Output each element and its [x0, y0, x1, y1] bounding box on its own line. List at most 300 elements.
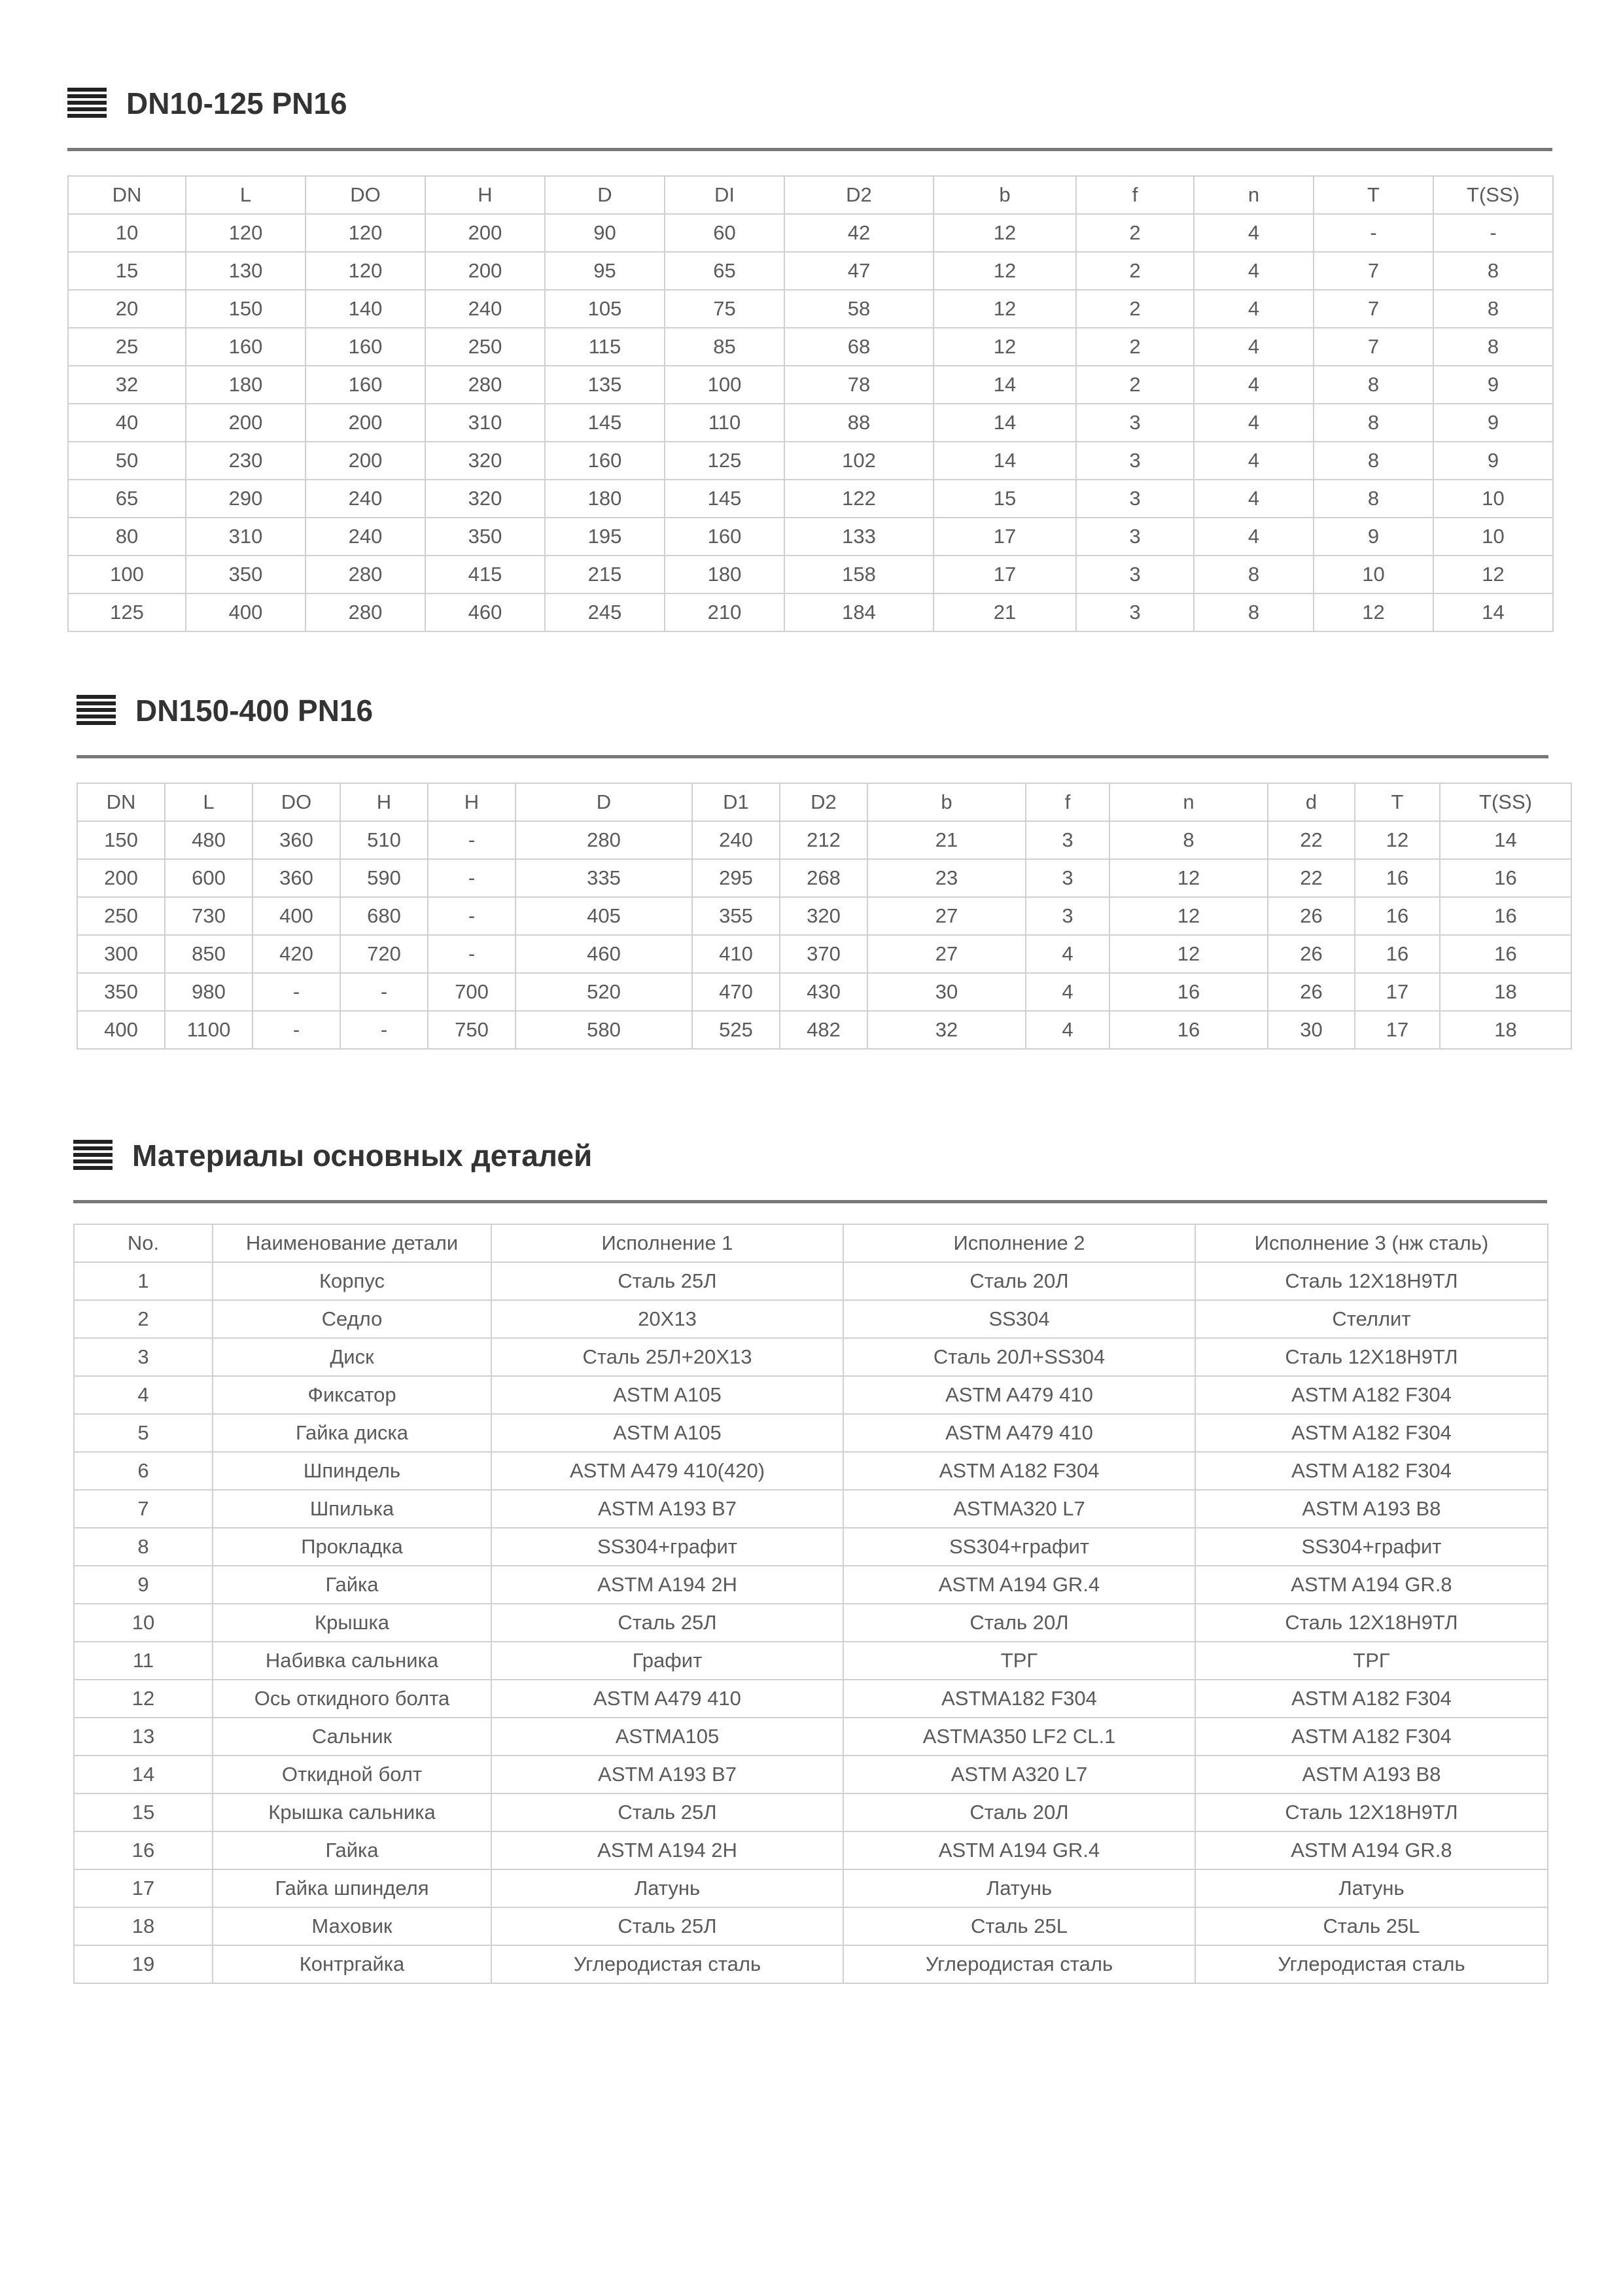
table-cell: 2 — [1076, 214, 1194, 252]
table-row — [74, 1756, 1548, 1793]
table-cell: 160 — [305, 366, 425, 404]
table-row — [74, 1680, 1548, 1718]
table-row — [68, 404, 1553, 442]
table-cell: ASTM A193 B8 — [1195, 1756, 1548, 1793]
table-cell: 150 — [77, 821, 165, 859]
table-header-row — [74, 1224, 1548, 1262]
table-cell: ASTM A182 F304 — [1195, 1718, 1548, 1756]
table-cell: SS304+графит — [491, 1528, 843, 1566]
table-cell: ASTM A479 410 — [843, 1414, 1195, 1452]
table-cell: 27 — [867, 897, 1026, 935]
table-cell: 4 — [1026, 935, 1109, 973]
table-cell: 30 — [1268, 1011, 1355, 1049]
table-cell: 700 — [428, 973, 515, 1011]
table-cell: 8 — [1194, 556, 1314, 593]
table-cell: 47 — [784, 252, 934, 290]
table-row — [68, 593, 1553, 631]
table-cell: 12 — [1109, 897, 1268, 935]
table-row — [77, 973, 1571, 1011]
table-cell: 7 — [1314, 290, 1433, 328]
table-cell: 16 — [1355, 897, 1440, 935]
table-cell: 100 — [665, 366, 784, 404]
table-cell: 14 — [934, 442, 1076, 480]
table-row — [68, 328, 1553, 366]
table-cell: 26 — [1268, 973, 1355, 1011]
table-cell: 11 — [74, 1642, 213, 1680]
table-row — [77, 897, 1571, 935]
table-cell: 200 — [77, 859, 165, 897]
table-cell: 9 — [74, 1566, 213, 1604]
table-cell: - — [1433, 214, 1553, 252]
table-cell: ASTM A479 410 — [491, 1680, 843, 1718]
column-header: f — [1076, 176, 1194, 214]
section-header — [73, 1140, 1547, 1212]
table-cell: 16 — [1440, 859, 1571, 897]
table-cell: 240 — [425, 290, 545, 328]
table-cell: 160 — [186, 328, 305, 366]
table-cell: Углеродистая сталь — [491, 1945, 843, 1983]
table-cell: 25 — [68, 328, 186, 366]
table-cell: - — [340, 973, 428, 1011]
table-cell: Сталь 12Х18Н9ТЛ — [1195, 1604, 1548, 1642]
table-cell: 250 — [77, 897, 165, 935]
table-cell: 4 — [1194, 480, 1314, 518]
table-cell: 9 — [1433, 366, 1553, 404]
table-cell: 14 — [934, 366, 1076, 404]
table-cell: 10 — [1433, 518, 1553, 556]
table-cell: ASTM A182 F304 — [1195, 1452, 1548, 1490]
table-cell: ASTM A479 410(420) — [491, 1452, 843, 1490]
table-cell: 17 — [934, 518, 1076, 556]
table-row — [77, 935, 1571, 973]
table-cell: Прокладка — [213, 1528, 491, 1566]
section-divider — [73, 1200, 1547, 1203]
dimensions-table-dn150-400 — [77, 783, 1572, 1050]
column-header: d — [1268, 783, 1355, 821]
table-cell: 520 — [515, 973, 692, 1011]
table-cell: 525 — [692, 1011, 780, 1049]
table-cell: SS304+графит — [843, 1528, 1195, 1566]
column-header: DN — [68, 176, 186, 214]
table-cell: 140 — [305, 290, 425, 328]
table-cell: 32 — [68, 366, 186, 404]
table-cell: 12 — [934, 214, 1076, 252]
table-cell: 240 — [692, 821, 780, 859]
table-cell: Сталь 25L — [1195, 1907, 1548, 1945]
table-cell: 290 — [186, 480, 305, 518]
table-cell: 88 — [784, 404, 934, 442]
table-row — [74, 1452, 1548, 1490]
table-cell: 280 — [425, 366, 545, 404]
table-cell: 12 — [934, 252, 1076, 290]
table-row — [74, 1300, 1548, 1338]
table-cell: 360 — [253, 859, 340, 897]
table-cell: 9 — [1433, 404, 1553, 442]
table-cell: 720 — [340, 935, 428, 973]
table-cell: 21 — [867, 821, 1026, 859]
table-cell: 105 — [545, 290, 665, 328]
table-cell: 158 — [784, 556, 934, 593]
table-cell: 250 — [425, 328, 545, 366]
table-cell: ASTM A193 B7 — [491, 1490, 843, 1528]
table-cell: 15 — [934, 480, 1076, 518]
table-cell: 980 — [165, 973, 253, 1011]
table-cell: 85 — [665, 328, 784, 366]
table-cell: Сталь 25Л — [491, 1793, 843, 1831]
table-cell: 22 — [1268, 821, 1355, 859]
table-cell: 580 — [515, 1011, 692, 1049]
section-divider — [77, 755, 1548, 758]
table-cell: Углеродистая сталь — [843, 1945, 1195, 1983]
table-row — [74, 1490, 1548, 1528]
table-cell: 4 — [1194, 214, 1314, 252]
table-cell: 8 — [1314, 366, 1433, 404]
table-cell: 8 — [1433, 328, 1553, 366]
table-cell: 16 — [1440, 897, 1571, 935]
table-cell: Откидной болт — [213, 1756, 491, 1793]
table-cell: 180 — [665, 556, 784, 593]
table-row — [74, 1945, 1548, 1983]
table-cell: 30 — [867, 973, 1026, 1011]
table-cell: Сталь 20Л — [843, 1262, 1195, 1300]
table-cell: 122 — [784, 480, 934, 518]
table-cell: Шпиндель — [213, 1452, 491, 1490]
table-cell: Корпус — [213, 1262, 491, 1300]
table-cell: 590 — [340, 859, 428, 897]
table-cell: 115 — [545, 328, 665, 366]
table-cell: 17 — [74, 1869, 213, 1907]
column-header: Наименование детали — [213, 1224, 491, 1262]
table-cell: 350 — [77, 973, 165, 1011]
table-cell: Фиксатор — [213, 1376, 491, 1414]
table-row — [74, 1376, 1548, 1414]
table-cell: Ось откидного болта — [213, 1680, 491, 1718]
table-cell: 2 — [1076, 366, 1194, 404]
table-cell: 460 — [515, 935, 692, 973]
table-cell: 180 — [545, 480, 665, 518]
column-header: No. — [74, 1224, 213, 1262]
table-cell: 3 — [1076, 556, 1194, 593]
table-cell: 8 — [1433, 290, 1553, 328]
table-cell: - — [253, 1011, 340, 1049]
column-header: n — [1194, 176, 1314, 214]
table-cell: 370 — [780, 935, 867, 973]
table-cell: 26 — [1268, 897, 1355, 935]
table-cell: ASTM A320 L7 — [843, 1756, 1195, 1793]
table-cell: Диск — [213, 1338, 491, 1376]
table-cell: Шпилька — [213, 1490, 491, 1528]
table-cell: - — [428, 859, 515, 897]
table-cell: Набивка сальника — [213, 1642, 491, 1680]
section-divider — [67, 148, 1552, 151]
table-cell: 415 — [425, 556, 545, 593]
table-cell: 95 — [545, 252, 665, 290]
table-row — [74, 1642, 1548, 1680]
table-cell: Стеллит — [1195, 1300, 1548, 1338]
table-cell: 14 — [1440, 821, 1571, 859]
table-cell: ASTM A194 GR.8 — [1195, 1831, 1548, 1869]
column-header: DO — [253, 783, 340, 821]
column-header: H — [340, 783, 428, 821]
table-cell: Латунь — [491, 1869, 843, 1907]
table-cell: 10 — [1314, 556, 1433, 593]
table-row — [74, 1262, 1548, 1300]
table-cell: SS304 — [843, 1300, 1195, 1338]
table-cell: - — [1314, 214, 1433, 252]
table-cell: ТРГ — [843, 1642, 1195, 1680]
table-cell: 8 — [1314, 442, 1433, 480]
table-cell: 3 — [74, 1338, 213, 1376]
table-cell: ASTM A182 F304 — [1195, 1414, 1548, 1452]
table-cell: 32 — [867, 1011, 1026, 1049]
table-header-row — [77, 783, 1571, 821]
table-cell: 10 — [1433, 480, 1553, 518]
table-cell: Латунь — [843, 1869, 1195, 1907]
table-cell: 42 — [784, 214, 934, 252]
table-cell: 8 — [1433, 252, 1553, 290]
table-row — [77, 1011, 1571, 1049]
table-cell: 400 — [77, 1011, 165, 1049]
table-cell: 730 — [165, 897, 253, 935]
column-header: DN — [77, 783, 165, 821]
column-header: D — [515, 783, 692, 821]
table-cell: 12 — [1109, 935, 1268, 973]
section-materials — [73, 1139, 1547, 1975]
table-cell: 320 — [780, 897, 867, 935]
table-row — [74, 1718, 1548, 1756]
table-cell: 350 — [425, 518, 545, 556]
table-cell: 10 — [68, 214, 186, 252]
table-cell: 12 — [1109, 859, 1268, 897]
table-row — [74, 1907, 1548, 1945]
table-cell: 150 — [186, 290, 305, 328]
table-cell: 125 — [665, 442, 784, 480]
table-row — [74, 1566, 1548, 1604]
table-cell: 22 — [1268, 859, 1355, 897]
table-cell: 145 — [665, 480, 784, 518]
table-cell: Сталь 25L — [843, 1907, 1195, 1945]
table-cell: 18 — [1440, 1011, 1571, 1049]
table-cell: - — [428, 821, 515, 859]
table-cell: 16 — [74, 1831, 213, 1869]
table-cell: 420 — [253, 935, 340, 973]
table-cell: 335 — [515, 859, 692, 897]
table-cell: 65 — [68, 480, 186, 518]
table-row — [74, 1604, 1548, 1642]
table-cell: ASTM A182 F304 — [1195, 1376, 1548, 1414]
table-cell: 12 — [1314, 593, 1433, 631]
table-cell: Сталь 20Л+SS304 — [843, 1338, 1195, 1376]
table-cell: 482 — [780, 1011, 867, 1049]
table-cell: 65 — [665, 252, 784, 290]
table-cell: 4 — [1194, 518, 1314, 556]
section-header — [67, 88, 1552, 160]
section-title: Материалы основных деталей — [132, 1139, 593, 1173]
section-title: DN150-400 PN16 — [135, 694, 374, 728]
table-cell: 17 — [934, 556, 1076, 593]
table-cell: 184 — [784, 593, 934, 631]
table-cell: 240 — [305, 480, 425, 518]
table-cell: 160 — [305, 328, 425, 366]
table-cell: ASTM A105 — [491, 1414, 843, 1452]
table-cell: 102 — [784, 442, 934, 480]
table-cell: 200 — [425, 214, 545, 252]
table-cell: 68 — [784, 328, 934, 366]
table-cell: 750 — [428, 1011, 515, 1049]
table-cell: ASTMA320 L7 — [843, 1490, 1195, 1528]
table-row — [68, 214, 1553, 252]
table-cell: 4 — [1194, 290, 1314, 328]
table-cell: 210 — [665, 593, 784, 631]
table-cell: 135 — [545, 366, 665, 404]
table-cell: ASTMA105 — [491, 1718, 843, 1756]
table-cell: ASTM A194 GR.8 — [1195, 1566, 1548, 1604]
table-cell: 16 — [1109, 973, 1268, 1011]
table-cell: 20 — [68, 290, 186, 328]
list-icon — [67, 88, 107, 118]
table-cell: 12 — [934, 290, 1076, 328]
table-cell: Контргайка — [213, 1945, 491, 1983]
table-cell: 320 — [425, 480, 545, 518]
table-cell: ASTM A194 2H — [491, 1566, 843, 1604]
list-icon — [73, 1140, 113, 1170]
table-cell: Сталь 20Л — [843, 1604, 1195, 1642]
table-cell: 4 — [1194, 252, 1314, 290]
table-cell: Сталь 12Х18Н9ТЛ — [1195, 1338, 1548, 1376]
table-cell: 9 — [1433, 442, 1553, 480]
table-cell: 400 — [186, 593, 305, 631]
table-cell: 130 — [186, 252, 305, 290]
list-icon — [77, 695, 116, 725]
table-cell: ASTM A193 B7 — [491, 1756, 843, 1793]
table-row — [74, 1528, 1548, 1566]
table-cell: - — [253, 973, 340, 1011]
table-cell: 480 — [165, 821, 253, 859]
table-cell: 90 — [545, 214, 665, 252]
table-cell: 355 — [692, 897, 780, 935]
table-cell: 2 — [1076, 290, 1194, 328]
table-cell: 3 — [1076, 480, 1194, 518]
table-cell: - — [428, 935, 515, 973]
table-cell: 7 — [1314, 252, 1433, 290]
table-cell: SS304+графит — [1195, 1528, 1548, 1566]
table-row — [74, 1414, 1548, 1452]
table-cell: 16 — [1355, 935, 1440, 973]
table-cell: 460 — [425, 593, 545, 631]
table-cell: 14 — [74, 1756, 213, 1793]
table-cell: ТРГ — [1195, 1642, 1548, 1680]
table-cell: 14 — [934, 404, 1076, 442]
table-cell: 8 — [1109, 821, 1268, 859]
table-cell: 58 — [784, 290, 934, 328]
table-cell: 16 — [1109, 1011, 1268, 1049]
column-header: DI — [665, 176, 784, 214]
table-cell: 120 — [305, 214, 425, 252]
table-cell: 12 — [1433, 556, 1553, 593]
table-cell: - — [428, 897, 515, 935]
table-cell: Крышка сальника — [213, 1793, 491, 1831]
column-header: T(SS) — [1440, 783, 1571, 821]
table-cell: ASTM A194 GR.4 — [843, 1831, 1195, 1869]
table-cell: ASTM A479 410 — [843, 1376, 1195, 1414]
section-dn10-125 — [67, 86, 1552, 624]
column-header: Исполнение 2 — [843, 1224, 1195, 1262]
table-cell: Углеродистая сталь — [1195, 1945, 1548, 1983]
table-cell: 350 — [186, 556, 305, 593]
table-cell: 13 — [74, 1718, 213, 1756]
table-cell: 200 — [305, 404, 425, 442]
table-cell: 18 — [1440, 973, 1571, 1011]
table-cell: 21 — [934, 593, 1076, 631]
table-cell: Сталь 25Л — [491, 1907, 843, 1945]
table-cell: 200 — [186, 404, 305, 442]
table-cell: 16 — [1355, 859, 1440, 897]
table-cell: 8 — [1314, 404, 1433, 442]
table-cell: 3 — [1076, 442, 1194, 480]
table-cell: 50 — [68, 442, 186, 480]
table-cell: 268 — [780, 859, 867, 897]
table-cell: 2 — [74, 1300, 213, 1338]
table-cell: Гайка диска — [213, 1414, 491, 1452]
column-header: T(SS) — [1433, 176, 1553, 214]
table-cell: 850 — [165, 935, 253, 973]
table-cell: 405 — [515, 897, 692, 935]
table-cell: Сталь 25Л+20Х13 — [491, 1338, 843, 1376]
table-cell: 40 — [68, 404, 186, 442]
column-header: D2 — [784, 176, 934, 214]
table-cell: 8 — [1194, 593, 1314, 631]
table-cell: ASTM A182 F304 — [1195, 1680, 1548, 1718]
dimensions-table-dn10-125 — [67, 175, 1554, 632]
table-cell: 17 — [1355, 973, 1440, 1011]
column-header: n — [1109, 783, 1268, 821]
table-cell: 8 — [1314, 480, 1433, 518]
column-header: D — [545, 176, 665, 214]
table-cell: Сталь 25Л — [491, 1262, 843, 1300]
table-cell: 245 — [545, 593, 665, 631]
table-cell: ASTM A105 — [491, 1376, 843, 1414]
table-cell: 200 — [425, 252, 545, 290]
table-cell: 4 — [1194, 328, 1314, 366]
table-cell: 430 — [780, 973, 867, 1011]
table-cell: Сальник — [213, 1718, 491, 1756]
table-cell: 7 — [1314, 328, 1433, 366]
table-cell: 12 — [934, 328, 1076, 366]
table-cell: 4 — [1026, 973, 1109, 1011]
table-cell: 200 — [305, 442, 425, 480]
table-cell: 5 — [74, 1414, 213, 1452]
table-cell: 78 — [784, 366, 934, 404]
table-cell: 4 — [1194, 442, 1314, 480]
table-cell: 15 — [68, 252, 186, 290]
column-header: Исполнение 3 (нж сталь) — [1195, 1224, 1548, 1262]
table-cell: 145 — [545, 404, 665, 442]
table-cell: 3 — [1026, 859, 1109, 897]
table-cell: 26 — [1268, 935, 1355, 973]
table-cell: 17 — [1355, 1011, 1440, 1049]
table-cell: 4 — [1194, 366, 1314, 404]
table-cell: 160 — [665, 518, 784, 556]
table-cell: 470 — [692, 973, 780, 1011]
table-cell: 280 — [515, 821, 692, 859]
table-cell: Гайка — [213, 1831, 491, 1869]
table-cell: 23 — [867, 859, 1026, 897]
table-cell: 300 — [77, 935, 165, 973]
table-cell: 1100 — [165, 1011, 253, 1049]
table-cell: Гайка шпинделя — [213, 1869, 491, 1907]
column-header: D2 — [780, 783, 867, 821]
table-cell: 16 — [1440, 935, 1571, 973]
